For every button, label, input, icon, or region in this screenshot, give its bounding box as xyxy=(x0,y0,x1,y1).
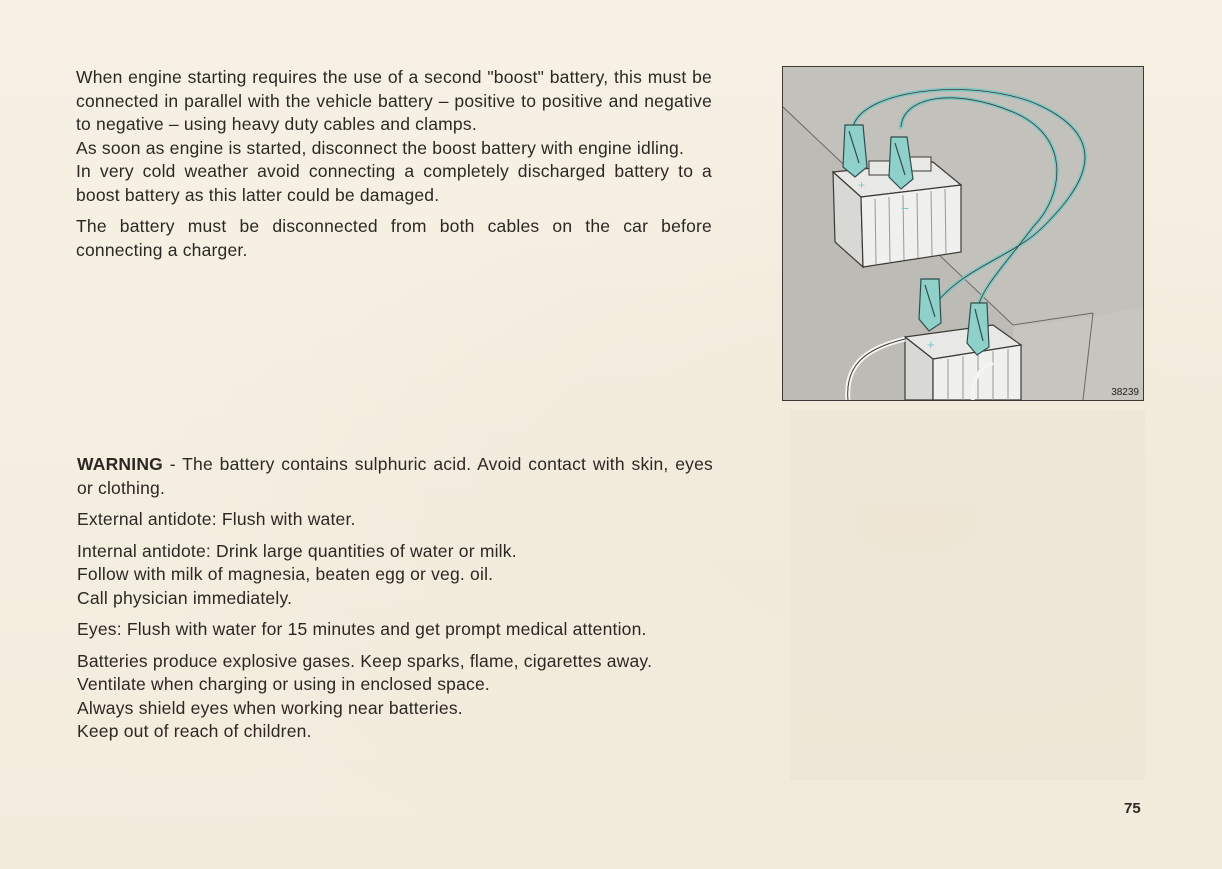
boost-paragraph-2: As soon as engine is started, disconnect the boost battery with engine idling. xyxy=(76,137,685,158)
vehicle-battery-icon xyxy=(905,325,1021,400)
warning-line: Eyes: Flush with water for 15 minutes and get prompt medical attention. xyxy=(77,619,647,639)
svg-text:−: − xyxy=(901,200,910,216)
warning-line: Keep out of reach of children. xyxy=(77,721,312,741)
paper-shade xyxy=(790,410,1145,780)
warning-line: Call physician immediately. xyxy=(77,587,293,608)
warning-line: Batteries produce explosive gases. Keep sparks, flame, cigarettes away. xyxy=(77,650,653,671)
warning-lead xyxy=(77,453,713,500)
warning-line: Always shield eyes when working near batteries. xyxy=(77,697,463,718)
boost-paragraph-3: In very cold weather avoid connecting a completely discharged battery to a boost battery as this latter could be damaged. xyxy=(76,161,712,205)
jump-start-illustration xyxy=(782,66,1144,401)
svg-text:−: − xyxy=(979,361,987,376)
warning-label: WARNING xyxy=(77,454,163,474)
warning-line: External antidote: Flush with water. xyxy=(77,509,356,529)
warning-line: Ventilate when charging or using in enclosed space. xyxy=(77,674,490,694)
figure-number: 38239 xyxy=(1111,387,1139,398)
jump-start-drawing xyxy=(783,67,1143,400)
warning-line: Internal antidote: Drink large quantities of water or milk. xyxy=(77,540,517,561)
boost-paragraph-1: When engine starting requires the use of a second "boost" battery, this must be connected in parallel with the vehicle battery – positive to positive and negative to negative – using heavy duty cables and clamps. xyxy=(76,67,712,134)
warning-section xyxy=(77,453,713,744)
svg-text:+: + xyxy=(927,337,935,352)
svg-text:+: + xyxy=(858,178,866,192)
boost-battery-instructions xyxy=(76,66,712,262)
page-number: 75 xyxy=(1124,800,1141,817)
boost-paragraph-4: The battery must be disconnected from both cables on the car before connecting a charger. xyxy=(76,216,712,260)
warning-line: Follow with milk of magnesia, beaten egg or veg. oil. xyxy=(77,564,494,584)
warning-lead-text: - The battery contains sulphuric acid. Avoid contact with skin, eyes or clothing. xyxy=(77,454,713,498)
